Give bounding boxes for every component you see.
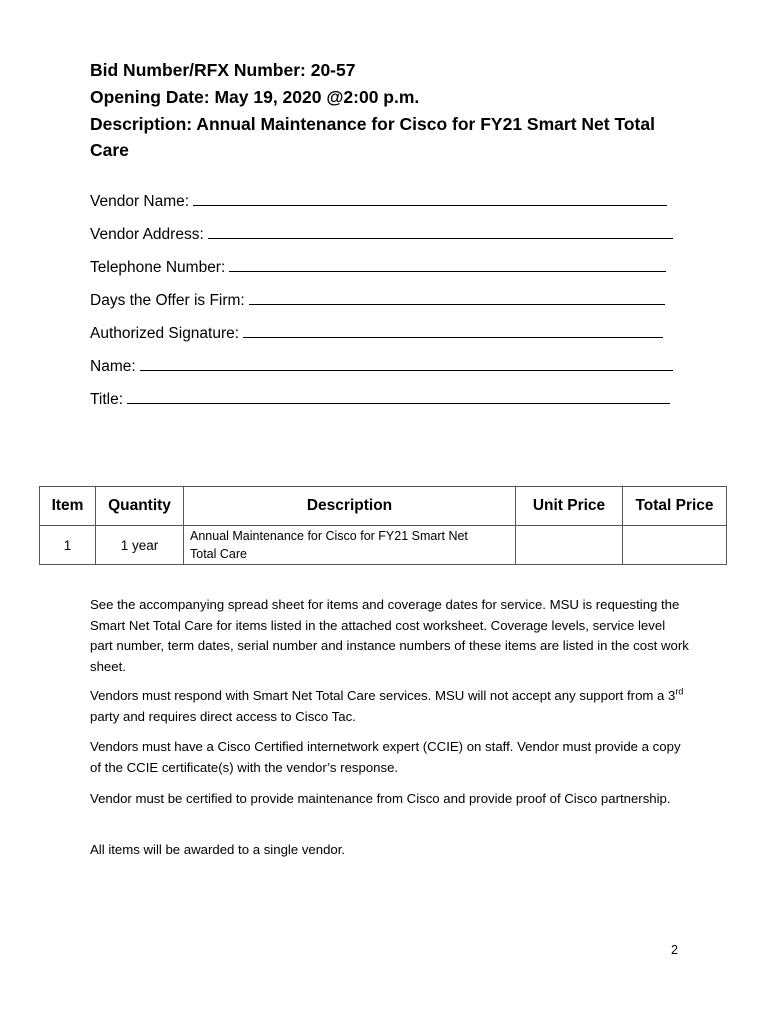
cell-item: 1 [40, 526, 96, 565]
authorized-signature-label: Authorized Signature: [90, 325, 240, 342]
ordinal-suffix: rd [675, 686, 684, 697]
days-offer-firm-label: Days the Offer is Firm: [90, 292, 245, 309]
cell-total-price[interactable] [623, 526, 727, 565]
cell-quantity: 1 year [96, 526, 184, 565]
name-line[interactable] [140, 355, 673, 371]
vendor-address-line[interactable] [208, 223, 673, 239]
days-offer-firm-line[interactable] [249, 289, 665, 305]
telephone-number-field[interactable] [90, 256, 666, 278]
header-item: Item [40, 487, 96, 526]
telephone-number-label: Telephone Number: [90, 259, 226, 276]
header-description: Description [184, 487, 516, 526]
title-line[interactable] [127, 388, 670, 404]
smart-net-paragraph [90, 686, 690, 727]
telephone-number-line[interactable] [229, 256, 666, 272]
table-row [40, 526, 727, 565]
vendor-address-field[interactable] [90, 223, 673, 245]
items-table [39, 486, 727, 565]
ccie-paragraph: Vendors must have a Cisco Certified internetwork expert (CCIE) on staff. Vendor must provide a copy of the CCIE certificate(s) with the vendor’s response. [90, 739, 681, 775]
header-unit-price: Unit Price [516, 487, 623, 526]
award-paragraph: All items will be awarded to a single vendor. [90, 842, 346, 857]
cell-description-line2: Total Care [190, 547, 247, 561]
cell-description-line1: Annual Maintenance for Cisco for FY21 Smart Net [190, 529, 468, 543]
authorized-signature-line[interactable] [243, 322, 663, 338]
header-quantity: Quantity [96, 487, 184, 526]
vendor-name-line[interactable] [193, 190, 667, 206]
description-heading-line2: Care [90, 140, 129, 160]
certification-paragraph: Vendor must be certified to provide maintenance from Cisco and provide proof of Cisco partnership. [90, 791, 671, 806]
smart-net-text-a: Vendors must respond with Smart Net Total Care services. MSU will not accept any support from a 3 [90, 688, 676, 703]
description-heading-line1: Description: Annual Maintenance for Cisco for FY21 Smart Net Total [90, 114, 655, 134]
vendor-name-label: Vendor Name: [90, 193, 190, 210]
opening-date-heading: Opening Date: May 19, 2020 @2:00 p.m. [90, 87, 420, 107]
authorized-signature-field[interactable] [90, 322, 663, 344]
header-total-price: Total Price [623, 487, 727, 526]
page-number: 2 [671, 943, 678, 957]
name-field[interactable] [90, 355, 673, 377]
coverage-paragraph: See the accompanying spread sheet for items and coverage dates for service. MSU is requesting the Smart Net Total Care for items listed in the attached cost worksheet. Coverage levels, service level part number, term dates, serial number and instance numbers of these items are listed in the cost work sheet. [90, 597, 689, 674]
smart-net-text-b: party and requires direct access to Cisco Tac. [90, 708, 356, 724]
vendor-address-label: Vendor Address: [90, 226, 204, 243]
vendor-name-field[interactable] [90, 190, 667, 212]
table-header-row [40, 487, 727, 526]
bid-number-heading: Bid Number/RFX Number: 20-57 [90, 60, 356, 80]
title-label: Title: [90, 391, 124, 408]
cell-unit-price[interactable] [516, 526, 623, 565]
title-field[interactable] [90, 388, 670, 410]
description-heading [90, 111, 690, 163]
name-label: Name: [90, 358, 136, 375]
days-offer-firm-field[interactable] [90, 289, 665, 311]
cell-description [184, 526, 516, 565]
